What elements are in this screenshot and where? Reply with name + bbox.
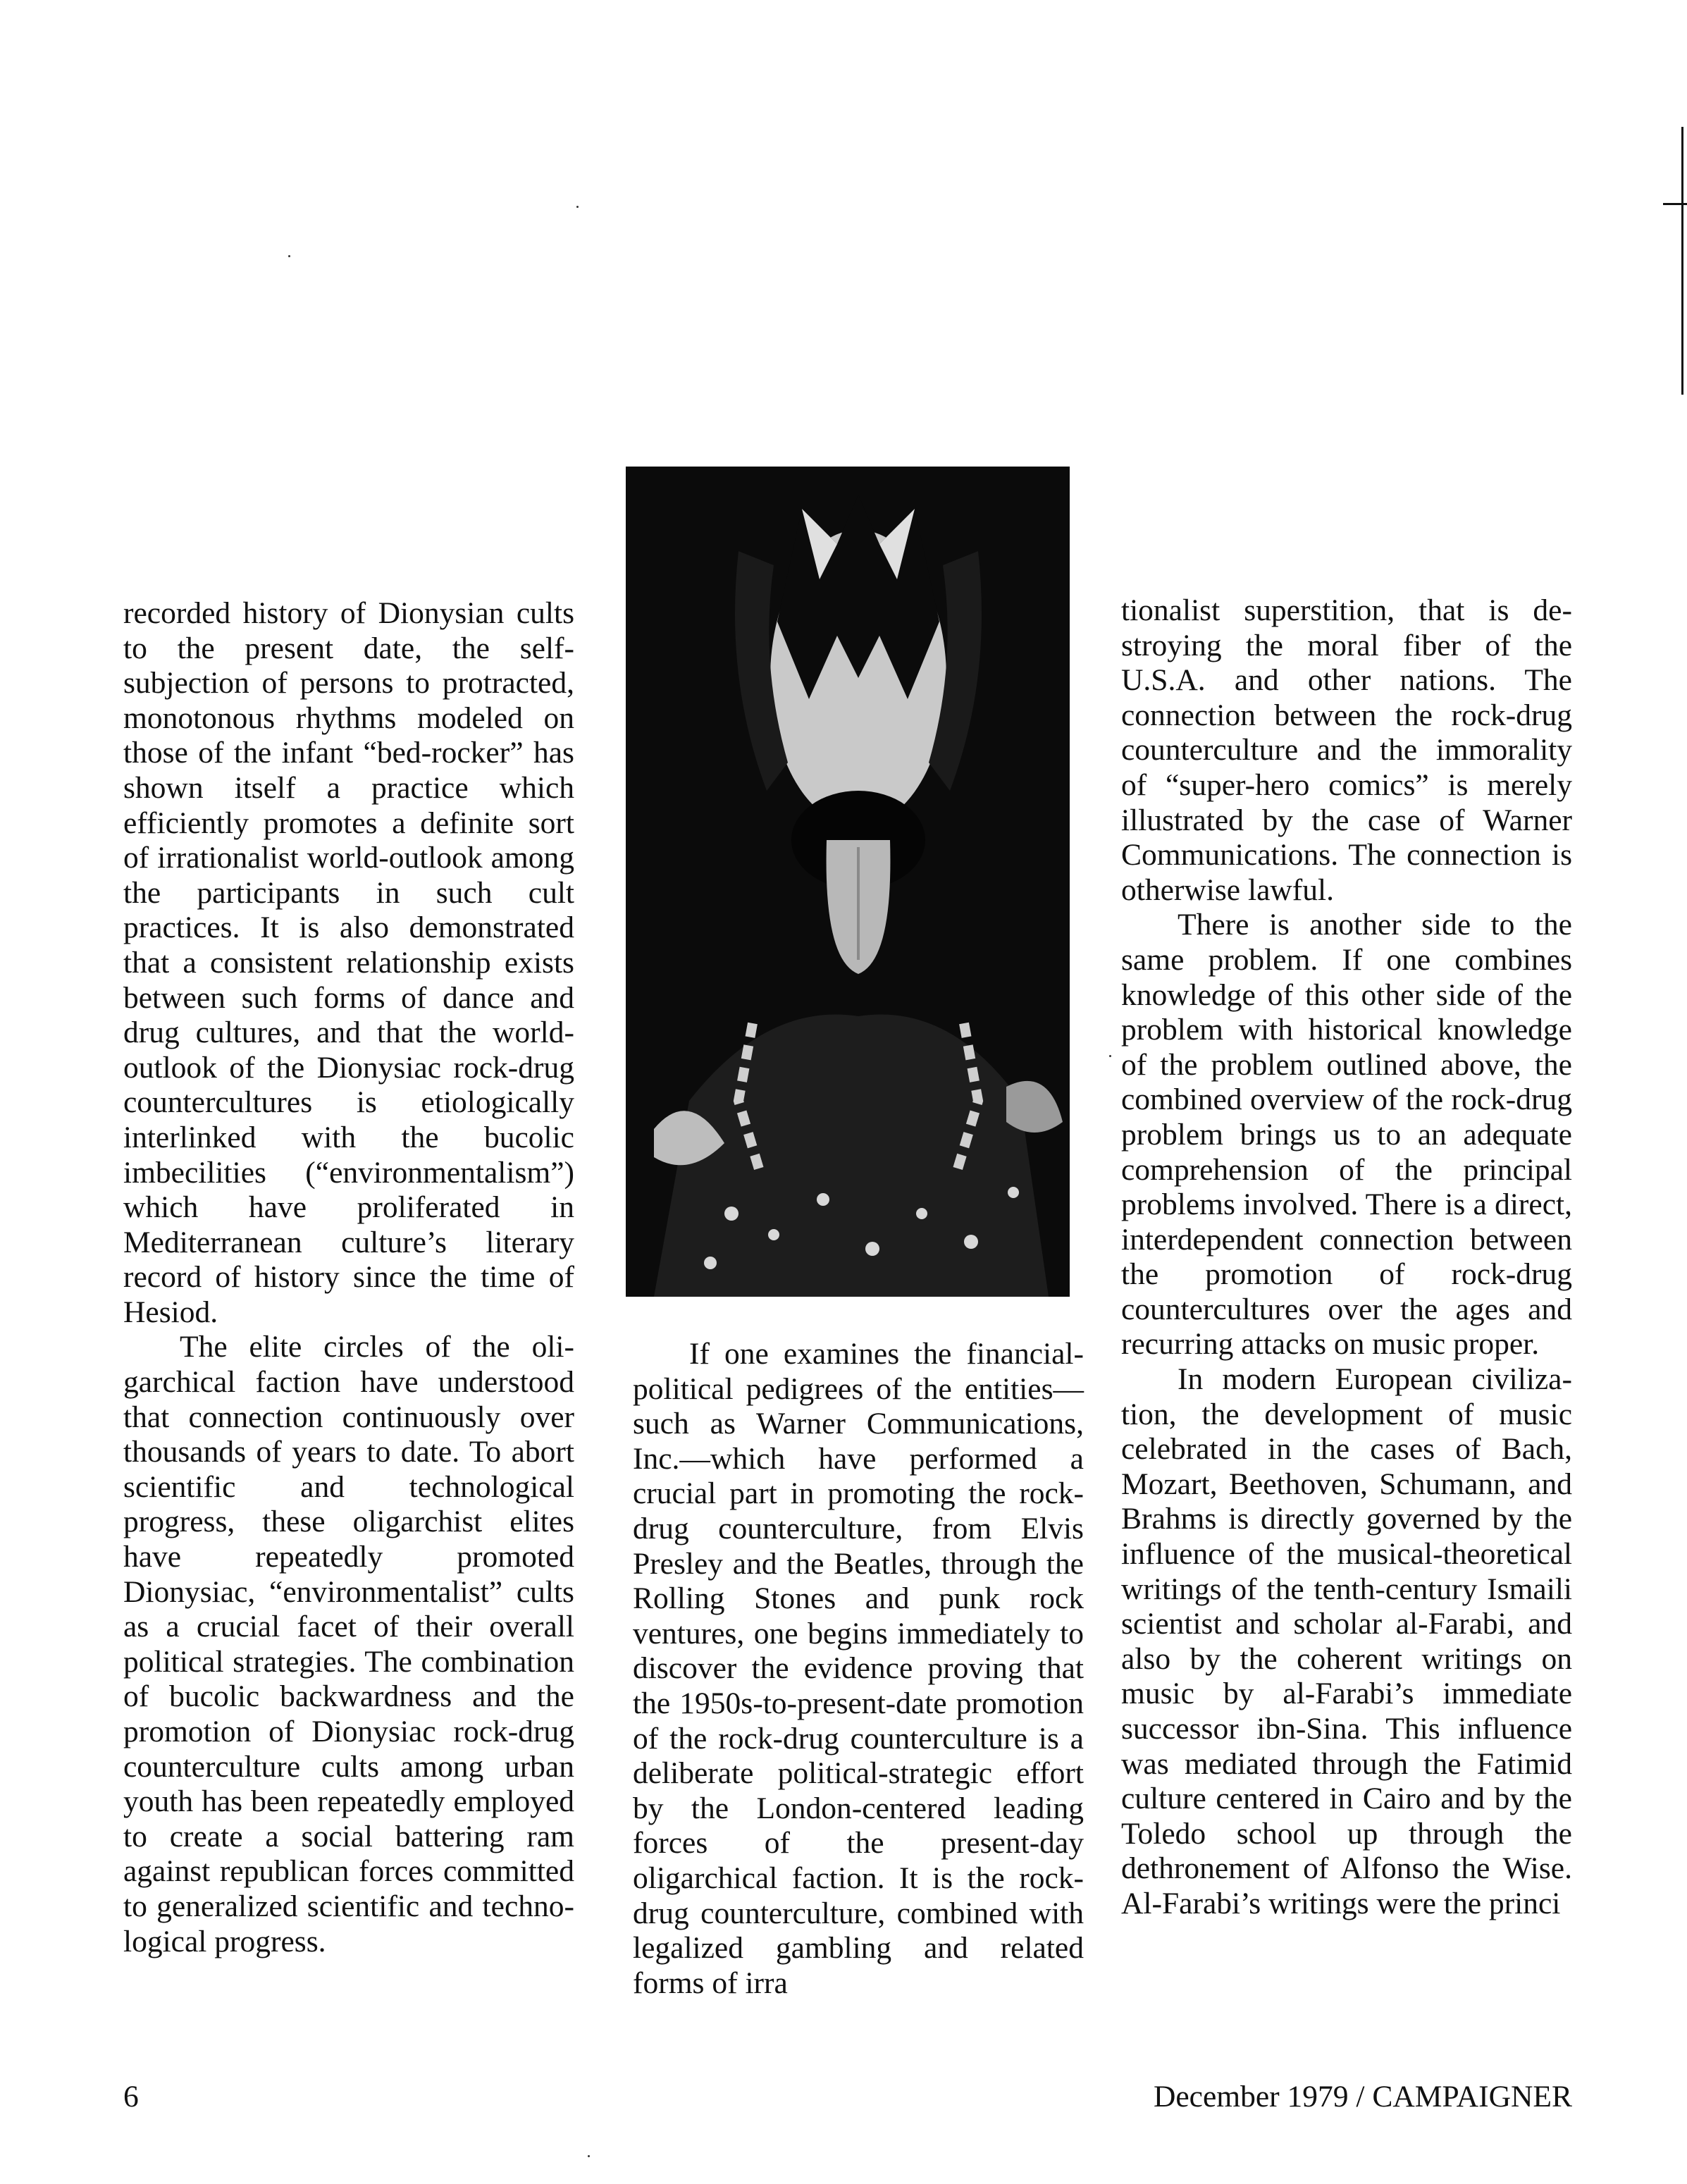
- article-column-left: [123, 596, 574, 1959]
- crop-mark: [1681, 127, 1683, 395]
- print-speck: [588, 2155, 590, 2157]
- running-footer: December 1979 / CAMPAIGNER: [1153, 2080, 1572, 2114]
- print-speck: [288, 255, 290, 257]
- photograph-kiss-musician: [626, 467, 1070, 1297]
- paragraph: In modern European civilization, the development of music celebrated in the cases of Bach, Mozart, Beethoven, Schumann, and Brahms is directly governed by the influence of the musical-theoretical writings of the tenth-century Ismaili scientist and scholar al-Farabi, and also by the coherent writings on music by al-Farabi’s immediate successor ibn-Sina. This influence was mediated through the Fatimid culture centered in Cairo and by the Toledo school up through the dethronement of Alfonso the Wise. Al-Farabi’s writings were the princi: [1121, 1362, 1572, 1920]
- paragraph: If one examines the financial-political pedigrees of the entities—such as Warner Communications, Inc.—which have performed a crucial part in promoting the rock-drug counterculture, from Elvis Presley and the Beatles, through the Rolling Stones and punk rock ventures, one begins immediately to discover the evidence proving that the 1950s-to-present-date promotion of the rock-drug counterculture is a deliberate political-strategic effort by the London-centered leading forces of the present-day oligarchical faction. It is the rock-drug counterculture, combined with legalized gambling and related forms of irra: [633, 1337, 1084, 2000]
- paragraph: recorded history of Dionysian cults to the present date, the self-subjection of persons to protracted, monotonous rhythms modeled on those of the infant “bed-rocker” has shown itself a practice which efficiently promotes a definite sort of irrationalist world-outlook among the participants in such cult practices. It is also demonstrated that a consistent relationship exists between such forms of dance and drug cultures, and that the world-outlook of the Dionysiac rock-drug countercultures is etiologically interlinked with the bucolic imbecilities (“environmentalism”) which have proliferated in Mediterranean culture’s literary record of history since the time of Hesiod.: [123, 596, 574, 1329]
- article-column-right: [1121, 593, 1572, 1922]
- paragraph: tionalist superstition, that is destroying the moral fiber of the U.S.A. and other nations. The connection between the rock-drug counterculture and the immorality of “super-hero comics” is merely illustrated by the case of Warner Communications. The connection is otherwise lawful.: [1121, 593, 1572, 907]
- print-speck: [1109, 1055, 1111, 1057]
- print-speck: [576, 206, 579, 208]
- paragraph: There is another side to the same problem. If one combines knowledge of this other side of the problem with historical knowledge of the problem outlined above, the combined overview of the rock-drug problem brings us to an adequate comprehension of the principal problems involved. There is a direct, interdependent connection between the promotion of rock-drug countercultures over the ages and recurring attacks on music proper.: [1121, 908, 1572, 1362]
- article-column-middle: [633, 1337, 1084, 2001]
- page-number: 6: [123, 2080, 139, 2114]
- crop-mark: [1663, 203, 1687, 205]
- paragraph: The elite circles of the oligarchical faction have understood that connection continuously over thousands of years to date. To abort scientific and technological progress, these oligarchist elites have repeatedly promoted Dionysiac, “environmentalist” cults as a crucial facet of their overall political strategies. The combination of bucolic backwardness and the promotion of Dionysiac rock-drug counterculture cults among urban youth has been repeatedly employed to create a social battering ram against republican forces committed to generalized scientific and technological progress.: [123, 1330, 574, 1958]
